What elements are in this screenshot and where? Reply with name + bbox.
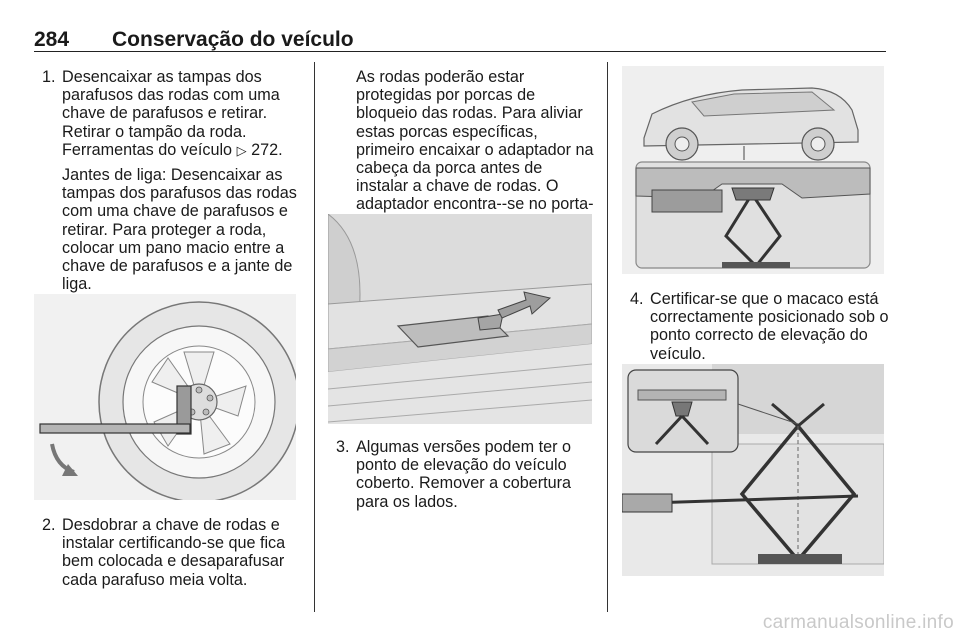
step-2-block	[34, 516, 300, 589]
step-1-number: 1.	[42, 68, 56, 86]
step-1-ref-page[interactable]: 272.	[251, 140, 283, 159]
step-3-text: Algumas versões podem ter o ponto de elevação do veículo coberto. Remover a cobertura para os lados.	[356, 438, 572, 511]
step-4-block	[622, 290, 890, 363]
step-1	[34, 68, 300, 160]
watermark: carmanualsonline.info	[762, 612, 954, 633]
page-ref-icon: ▷	[236, 142, 247, 158]
step-1-block	[34, 68, 300, 293]
step-4-text: Certificar-se que o macaco está correctamente posicionado sob o ponto correcto de elevação do veículo.	[650, 290, 889, 363]
jack-position-illustration	[622, 364, 884, 576]
step-2-text: Desdobrar a chave de rodas e instalar certificando-se que fica bem colocada e desaparafusar cada parafuso meia volta.	[62, 516, 286, 589]
car-on-jack-illustration	[622, 66, 884, 274]
locking-nut-text: As rodas poderão estar protegidas por porcas de bloqueio das rodas. Para aliviar estas porcas específicas, primeiro encaixar o adaptador na cabeça da porca antes de instalar a chave de rodas. O adaptador encontra--se no porta-	[356, 68, 594, 214]
step-4-number: 4.	[630, 290, 644, 308]
step-2	[34, 516, 300, 589]
step-3-number: 3.	[336, 438, 350, 456]
column-divider-right	[607, 62, 608, 612]
page-title: Conservação do veículo	[112, 28, 354, 51]
step-3-block	[328, 438, 596, 511]
page-number: 284	[34, 28, 70, 51]
step-1-alloy-note: Jantes de liga: Desencaixar as tampas dos parafusos das rodas com uma chave de parafusos e retirar. Para proteger a roda, colocar um pano macio entre a chave de parafusos e a jante de liga.	[62, 166, 297, 294]
step-3	[328, 438, 596, 511]
step-1-text: Desencaixar as tampas dos parafusos das rodas com uma chave de parafusos e retirar. Retirar o tampão da roda. Ferramentas do veículo	[62, 68, 280, 159]
step-2-number: 2.	[42, 516, 56, 534]
step-4	[622, 290, 890, 363]
jacking-point-cover-illustration	[328, 214, 592, 424]
locking-nut-note	[328, 68, 596, 232]
page-header	[34, 28, 886, 52]
wheel-wrench-illustration	[34, 294, 296, 500]
column-divider-left	[314, 62, 315, 612]
